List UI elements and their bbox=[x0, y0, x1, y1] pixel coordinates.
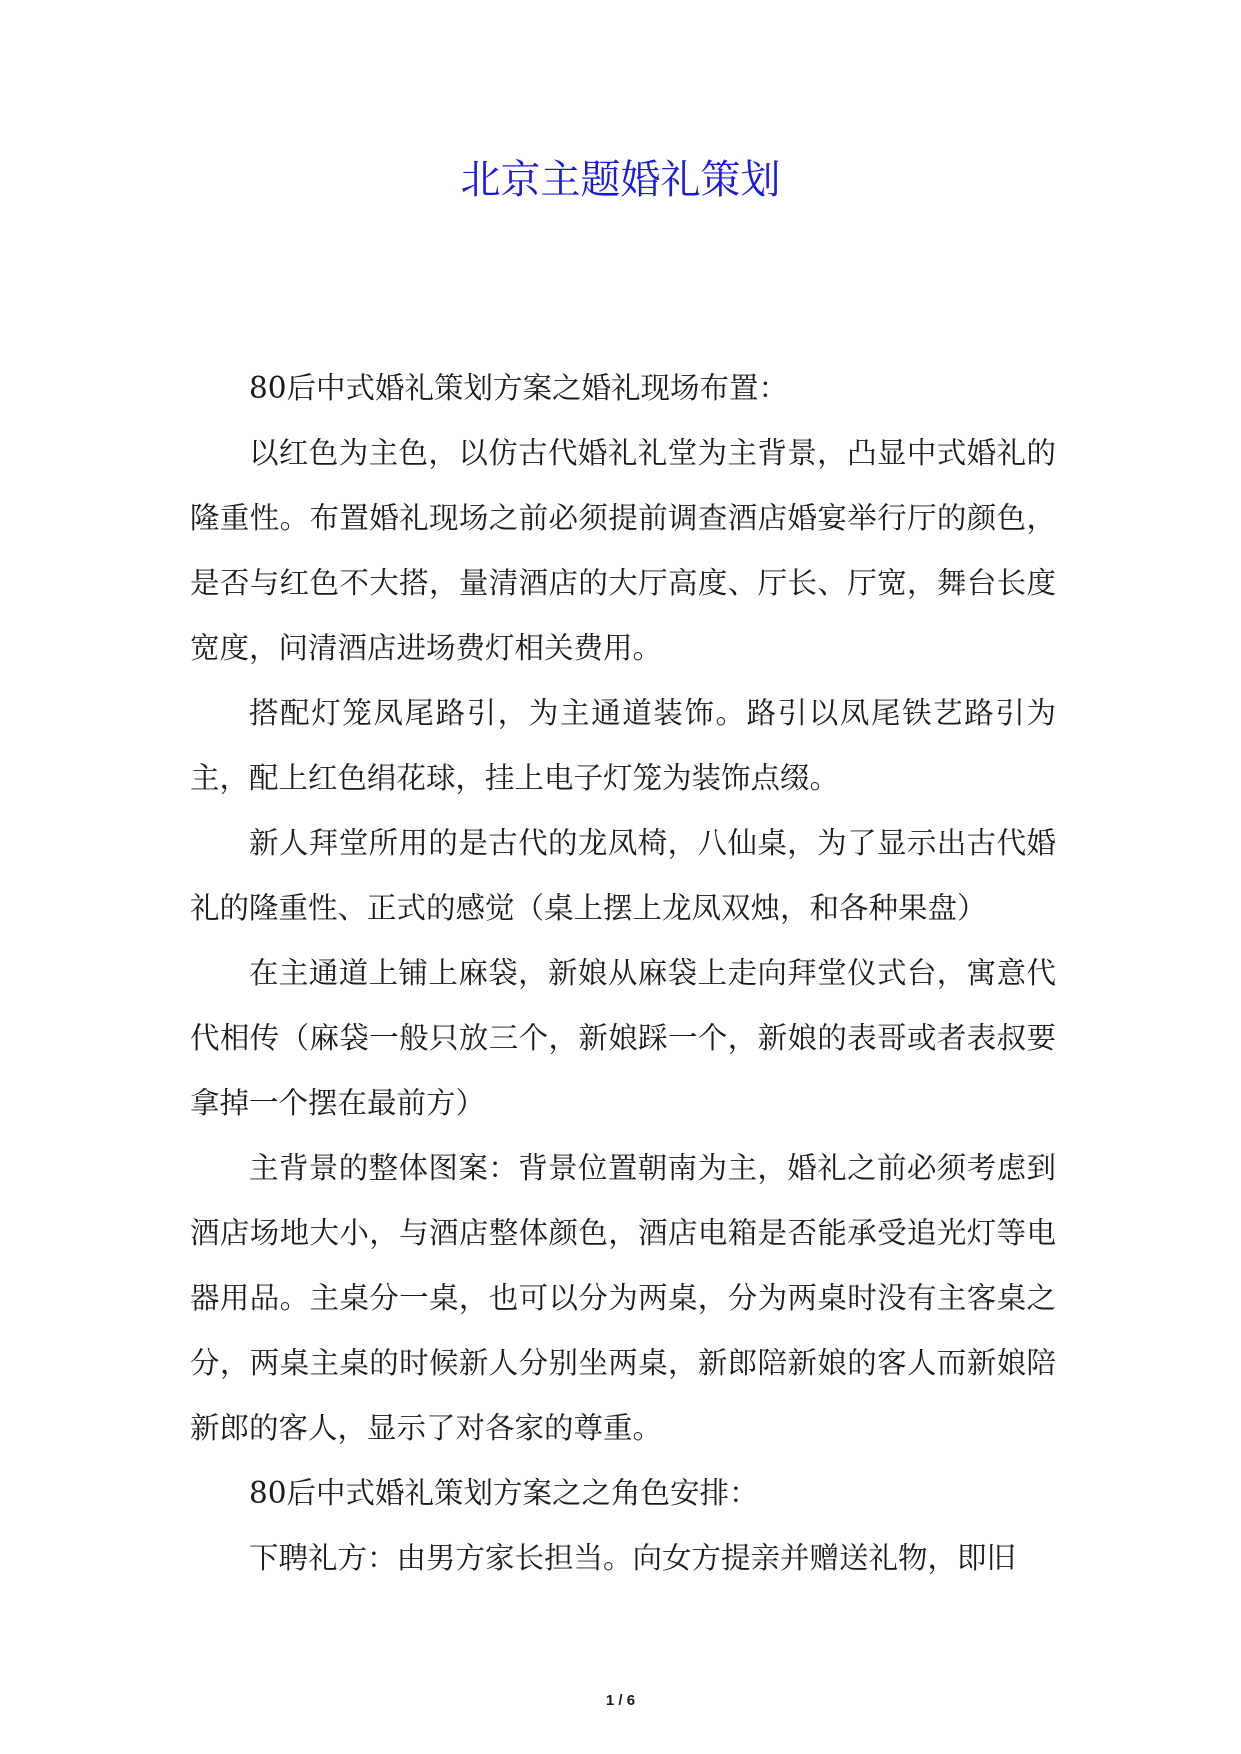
document-body bbox=[190, 356, 1056, 1591]
paragraph-venue-heading: 80后中式婚礼策划方案之婚礼现场布置： bbox=[249, 371, 789, 405]
paragraph-betrothal: 下聘礼方：由男方家长担当。向女方提亲并赠送礼物，即旧 bbox=[249, 1541, 1017, 1575]
page-number: 1 / 6 bbox=[605, 1692, 636, 1709]
paragraph-lantern-guide: 搭配灯笼凤尾路引，为主通道装饰。路引以凤尾铁艺路引为主，配上红色绢花球，挂上电子灯笼为装饰点缀。 bbox=[190, 696, 1056, 795]
paragraph-main-color: 以红色为主色，以仿古代婚礼礼堂为主背景，凸显中式婚礼的隆重性。布置婚礼现场之前必须提前调查酒店婚宴举行厅的颜色，是否与红色不大搭，量清酒店的大厅高度、厅长、厅宽，舞台长度宽度，问清酒店进场费灯相关费用。 bbox=[190, 436, 1056, 665]
paragraph-dragon-phoenix-chair: 新人拜堂所用的是古代的龙凤椅，八仙桌，为了显示出古代婚礼的隆重性、正式的感觉（桌上摆上龙凤双烛，和各种果盘） bbox=[190, 826, 1056, 925]
paragraph-roles-heading: 80后中式婚礼策划方案之之角色安排： bbox=[249, 1476, 759, 1510]
paragraph-backdrop: 主背景的整体图案：背景位置朝南为主，婚礼之前必须考虑到酒店场地大小，与酒店整体颜色，酒店电箱是否能承受追光灯等电器用品。主桌分一桌，也可以分为两桌，分为两桌时没有主客桌之分，两桌主桌的时候新人分别坐两桌，新郎陪新娘的客人而新娘陪新郎的客人，显示了对各家的尊重。 bbox=[190, 1151, 1056, 1445]
document-title: 北京主题婚礼策划 bbox=[460, 157, 781, 203]
paragraph-sacks: 在主通道上铺上麻袋，新娘从麻袋上走向拜堂仪式台，寓意代代相传（麻袋一般只放三个，新娘踩一个，新娘的表哥或者表叔要拿掉一个摆在最前方） bbox=[190, 956, 1056, 1120]
